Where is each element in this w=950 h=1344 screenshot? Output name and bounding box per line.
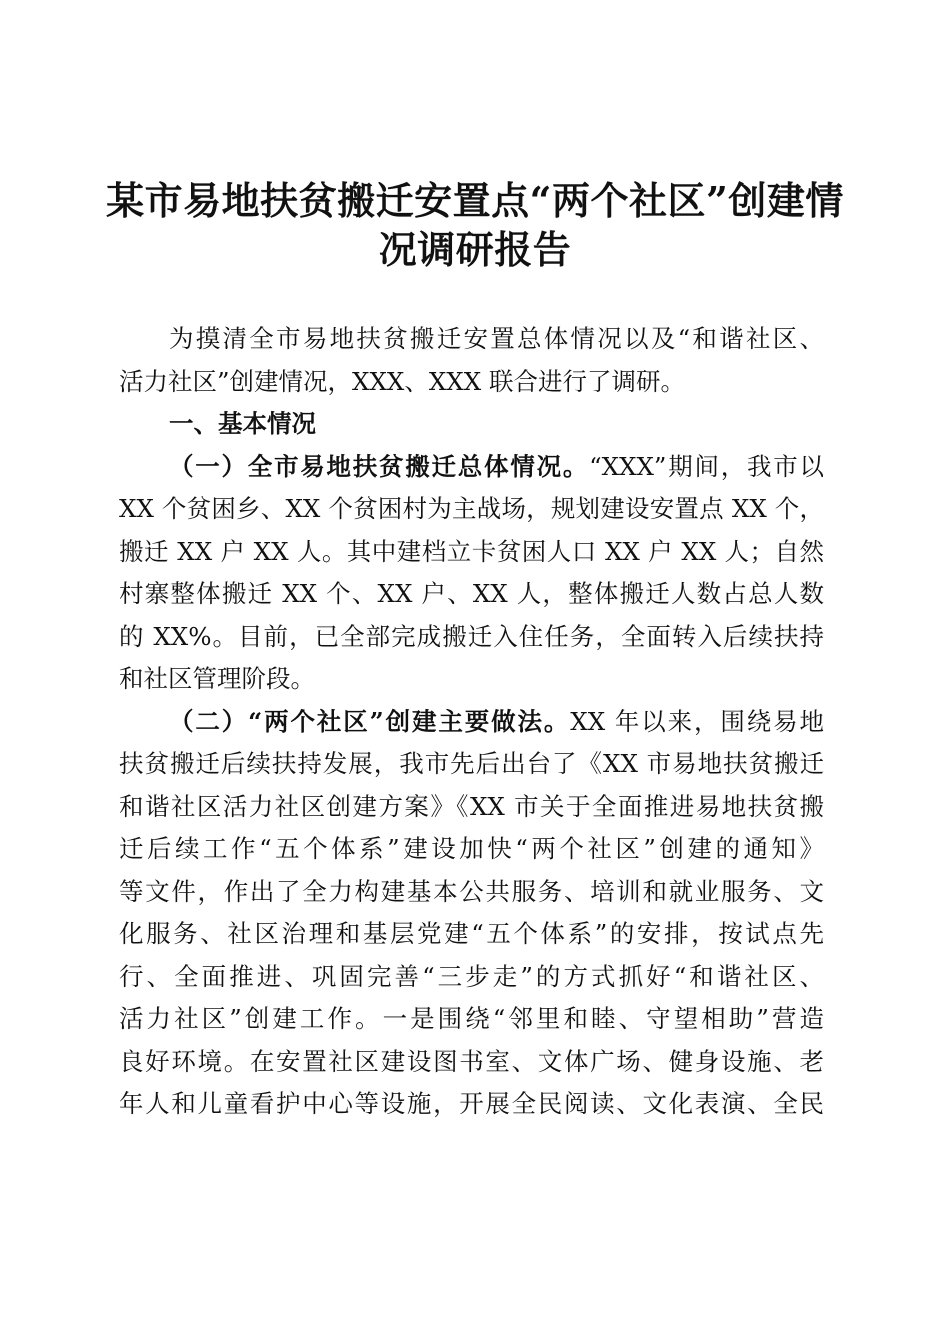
document-body xyxy=(119,318,824,1126)
sub1-first-line xyxy=(119,446,824,489)
sub1-heading: （一）全市易地扶贫搬迁总体情况。 xyxy=(169,451,590,481)
paragraph-line: 行、全面推进、巩固完善“三步走”的方式抓好“和谐社区、 xyxy=(119,961,824,991)
paragraph-line: XX 个贫困乡、XX 个贫困村为主战场，规划建设安置点 XX 个， xyxy=(119,494,824,523)
paragraph-line: 等文件，作出了全力构建基本公共服务、培训和就业服务、文 xyxy=(119,876,824,906)
section-heading-basic: 一、基本情况 xyxy=(169,409,316,438)
paragraph-line: 扶贫搬迁后续扶持发展，我市先后出台了《XX 市易地扶贫搬迁 xyxy=(119,749,824,778)
intro-line-2: 活力社区”创建情况，XXX、XXX 联合进行了调研。 xyxy=(119,366,685,396)
paragraph-line: 化服务、社区治理和基层党建“五个体系”的安排，按试点先 xyxy=(119,919,824,948)
paragraph-line: 搬迁 XX 户 XX 人。其中建档立卡贫困人口 XX 户 XX 人；自然 xyxy=(119,536,824,566)
sub2-first-text: XX 年以来，围绕易地 xyxy=(570,706,824,736)
title-line-1: 某市易地扶贫搬迁安置点“两个社区”创建情 xyxy=(106,178,844,223)
paragraph-line: 村寨整体搬迁 XX 个、XX 户、XX 人，整体搬迁人数占总人数 xyxy=(119,579,824,608)
paragraph-line: 良好环境。在安置社区建设图书室、文体广场、健身设施、老 xyxy=(119,1046,824,1076)
paragraph-line: 和谐社区活力社区创建方案》《XX 市关于全面推进易地扶贫搬 xyxy=(119,791,824,821)
paragraph-line: 迁后续工作“五个体系”建设加快“两个社区”创建的通知》 xyxy=(119,834,824,863)
paragraph-line: 的 XX%。目前，已全部完成搬迁入住任务，全面转入后续扶持 xyxy=(119,621,824,651)
sub1-first-text: “XXX”期间，我市以 xyxy=(589,451,824,481)
sub2-first-line xyxy=(119,701,824,744)
document-title xyxy=(95,176,855,274)
sub2-heading: （二）“两个社区”创建主要做法。 xyxy=(169,706,571,736)
title-line-2: 况调研报告 xyxy=(378,227,572,272)
paragraph-line: 活力社区”创建工作。一是围绕“邻里和睦、守望相助”营造 xyxy=(119,1004,824,1033)
paragraph-line: 年人和儿童看护中心等设施，开展全民阅读、文化表演、全民 xyxy=(119,1089,824,1118)
paragraph-line: 和社区管理阶段。 xyxy=(119,664,315,693)
intro-line-1: 为摸清全市易地扶贫搬迁安置总体情况以及“和谐社区、 xyxy=(169,324,824,353)
